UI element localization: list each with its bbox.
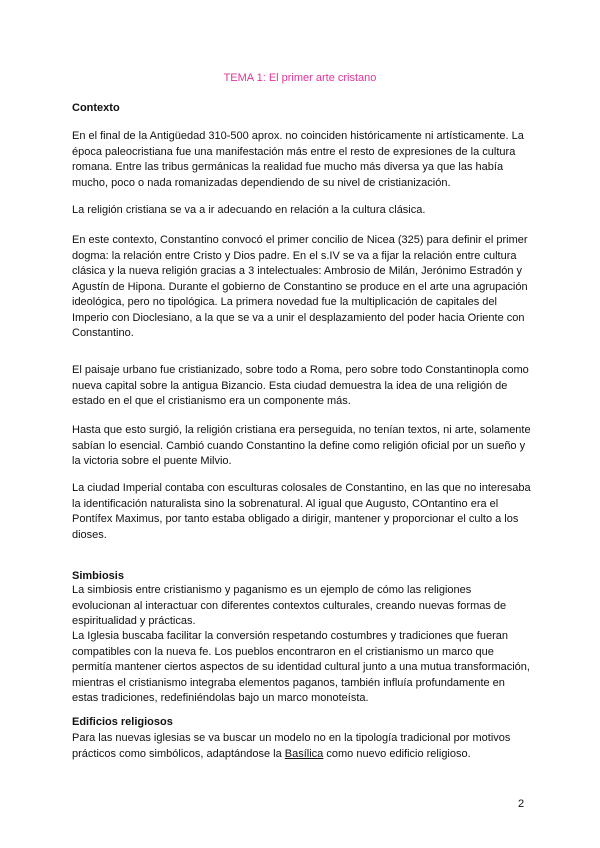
document-title: TEMA 1: El primer arte cristano (223, 72, 377, 84)
simbiosis-paragraph-2: La Iglesia buscaba facilitar la conversión respetando costumbres y tradiciones que fueran compatibles con la nueva fe. Los pueblos encontraron en el cristianismo un marco que permitía mantener ciertos aspectos de su identidad cultural junto a una mutua transformación, mientras el cristianismo integraba elementos paganos, también influía profundamente en estas tradiciones, redefiniéndolas bajo un marco monoteísta. (72, 630, 530, 704)
page-number: 2 (518, 798, 525, 810)
edificios-text-after: como nuevo edificio religioso. (323, 747, 471, 760)
simbiosis-paragraph-1: La simbiosis entre cristianismo y paganismo es un ejemplo de cómo las religiones evolucionan al interactuar con diferentes contextos culturales, creando nuevas formas de espiritualidad y prácticas. (72, 584, 507, 627)
basilica-link[interactable]: Basílica (284, 747, 324, 760)
contexto-paragraph-4: El paisaje urbano fue cristianizado, sobre todo a Roma, pero sobre todo Constantinopla como nueva capital sobre la antigua Bizancio. Esta ciudad demuestra la idea de una religión de estado en el que el cristianismo era un componente más. (72, 364, 529, 407)
contexto-paragraph-6: La ciudad Imperial contaba con esculturas colosales de Constantino, en las que no interesaba la identificación naturalista sino la sobrenatural. Al igual que Augusto, COntantino era el Pontífex Maximus, por tanto estaba obligado a dirigir, mantener y proporcionar el culto a los dioses. (72, 482, 531, 541)
edificios-paragraph-1 (72, 731, 532, 762)
heading-edificios-religiosos: Edificios religiosos (72, 716, 173, 728)
contexto-paragraph-5: Hasta que esto surgió, la religión cristiana era perseguida, no tenían textos, ni arte, solamente sabían lo esencial. Cambió cuando Constantino la define como religión oficial por un sueño y la victoria sobre el puente Milvio. (72, 424, 531, 467)
heading-contexto: Contexto (72, 102, 120, 114)
contexto-paragraph-1: En el final de la Antigüedad 310-500 aprox. no coinciden históricamente ni artísticamente. La época paleocristiana fue una manifestación más entre el resto de expresiones de la cultura romana. Entre las tribus germánicas la realidad fue mucho más diversa ya que las había mucho, poco o nada romanizadas dependiendo de su nivel de cristianización. (72, 130, 524, 189)
contexto-paragraph-2: La religión cristiana se va a ir adecuando en relación a la cultura clásica. (72, 204, 426, 216)
edificios-text-before: Para las nuevas iglesias se va buscar un modelo no en la tipología tradicional por motivos prácticos como simbólicos, adaptándose la (72, 732, 511, 760)
contexto-paragraph-3: En este contexto, Constantino convocó el primer concilio de Nicea (325) para definir el primer dogma: la relación entre Cristo y Dios padre. En el s.IV se va a fijar la relación entre cultura clásica y la nueva religión gracias a 3 intelectuales: Ambrosio de Milán, Jerónimo Estradón y Agustín de Hipona. Durante el gobierno de Constantino se produce en el arte una agrupación ideológica, pero no tipológica. La primera novedad fue la multiplicación de capitales del Imperio con Dioclesiano, a la que se va a unir el desplazamiento del poder hacia Oriente con Constantino. (72, 234, 528, 339)
heading-simbiosis: Simbiosis (72, 570, 124, 582)
